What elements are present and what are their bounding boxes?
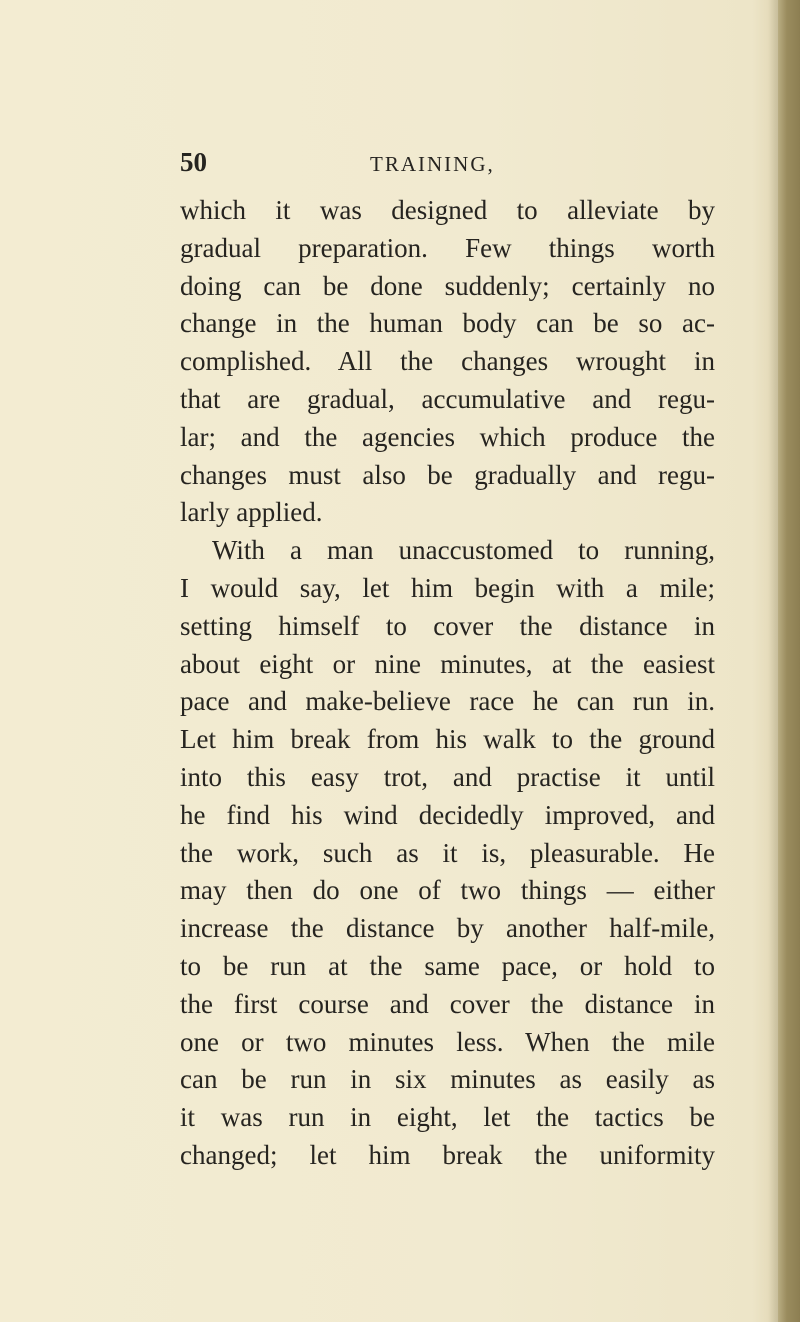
text-line: the work, such as it is, pleasurable. He bbox=[180, 837, 715, 868]
body-text bbox=[180, 192, 715, 1175]
text-line: it was run in eight, let the tactics be bbox=[180, 1102, 715, 1133]
text-line: into this easy trot, and practise it until bbox=[180, 761, 715, 792]
text-line: changes must also be gradually and regu- bbox=[180, 459, 715, 490]
paragraph-end-line: larly applied. bbox=[180, 497, 323, 528]
text-line: lar; and the agencies which produce the bbox=[180, 421, 715, 452]
page-edge bbox=[778, 0, 800, 1322]
text-line: he find his wind decidedly improved, and bbox=[180, 799, 715, 830]
text-line: Let him break from his walk to the ground bbox=[180, 724, 715, 755]
paragraph-start-line: With a man unaccustomed to running, bbox=[212, 535, 715, 566]
text-line: I would say, let him begin with a mile; bbox=[180, 572, 715, 603]
text-line: which it was designed to alleviate by bbox=[180, 195, 715, 225]
page-header bbox=[180, 142, 740, 182]
text-line: about eight or nine minutes, at the easiest bbox=[180, 648, 715, 679]
text-line: increase the distance by another half-mile, bbox=[180, 913, 715, 944]
text-line: setting himself to cover the distance in bbox=[180, 610, 715, 641]
page-number: 50 bbox=[180, 147, 207, 177]
text-line: that are gradual, accumulative and regu- bbox=[180, 383, 715, 414]
text-line: can be run in six minutes as easily as bbox=[180, 1064, 715, 1095]
text-line: the first course and cover the distance in bbox=[180, 988, 715, 1019]
text-line: change in the human body can be so ac- bbox=[180, 308, 715, 339]
text-line: may then do one of two things — either bbox=[180, 875, 715, 906]
text-line: gradual preparation. Few things worth bbox=[180, 232, 715, 263]
page-edge-shadow bbox=[768, 0, 778, 1322]
text-line: complished. All the changes wrought in bbox=[180, 346, 715, 377]
text-line: changed; let him break the uniformity bbox=[180, 1139, 715, 1170]
text-line: pace and make-believe race he can run in. bbox=[180, 686, 715, 717]
text-line: to be run at the same pace, or hold to bbox=[180, 950, 715, 981]
text-line: one or two minutes less. When the mile bbox=[180, 1026, 715, 1057]
running-head: TRAINING, bbox=[370, 152, 495, 176]
text-line: doing can be done suddenly; certainly no bbox=[180, 270, 715, 301]
